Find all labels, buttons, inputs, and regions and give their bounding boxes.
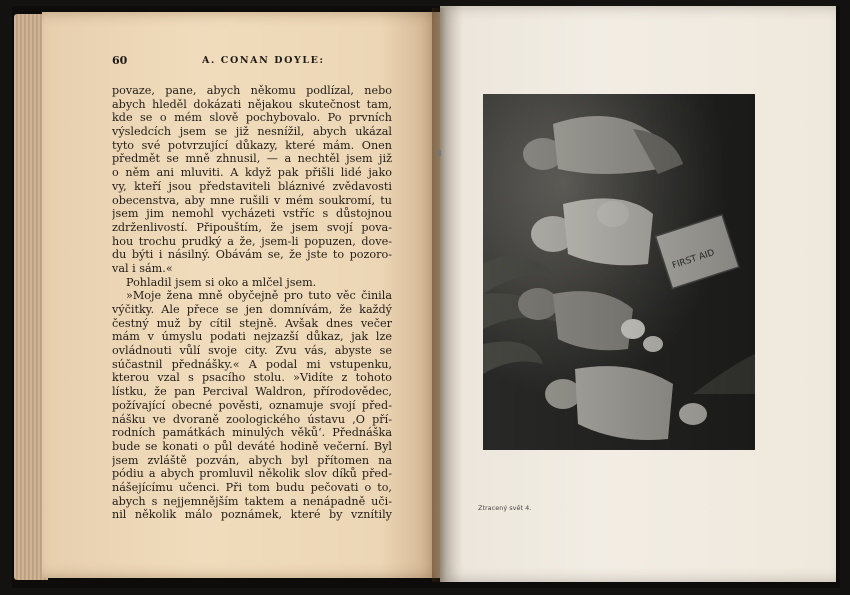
text-line: nášku ve dvoraně zoologického ústavu ,O pří- <box>112 412 392 426</box>
text-line: pódiu a abych promluvil několik slov díků před- <box>112 467 392 481</box>
running-head <box>112 54 402 74</box>
text-line: čestný muž by cítil stejně. Avšak dnes večer <box>112 316 392 330</box>
binding-staple <box>437 150 441 156</box>
text-line: mám v úmyslu podati nejzazší důkaz, jak lze <box>112 330 392 344</box>
text-line: jsem jim nemohl vycházeti vstříc s důstojnou <box>112 207 392 221</box>
plate-caption: Ztracený svět 4. <box>478 504 532 512</box>
text-line: předmět se mně zhnusil, — a nechtěl jsem již <box>112 152 392 166</box>
text-line: výsledcích jsem se již nesnížil, abych ukázal <box>112 125 392 139</box>
text-line: obecenstva, aby mne rušili v mém soukromí, tu <box>112 193 392 207</box>
text-line: bude se konati o půl deváté hodině večerní. Byl <box>112 439 392 453</box>
text-line: vy, kteří jsou představiteli bláznivé zvědavosti <box>112 179 392 193</box>
text-line: zdrženlivostí. Připouštím, že jsem svojí pova- <box>112 220 392 234</box>
text-line: súčastnil přednášky.« A podal mi vstupenku, <box>112 357 392 371</box>
text-line: požívající obecné pověsti, oznamuje svojí před- <box>112 398 392 412</box>
text-line: kde se o mém slově pochybovalo. Po prvních <box>112 111 392 125</box>
text-line: jsem zvláště pozván, abych byl přítomen na <box>112 453 392 467</box>
body-text <box>112 84 392 522</box>
text-line: ovládnouti vůlí svoje city. Zvu vás, abyste se <box>112 344 392 358</box>
text-line: o něm ani mluviti. A když pak přišli lidé jako <box>112 166 392 180</box>
text-line: hou trochu prudký a že, jsem-li popuzen, dove- <box>112 234 392 248</box>
text-line: výčitky. Ale přece se jen domnívám, že každý <box>112 303 392 316</box>
text-line: nášejícímu učenci. Při tom budu pečovati o to, <box>112 480 392 494</box>
text-line: nil několik málo poznámek, které by vznítily <box>112 508 392 522</box>
running-head-title: A. CONAN DOYLE: <box>202 55 325 66</box>
illustration-photo <box>483 94 755 450</box>
text-line: du býti i násilný. Obávám se, že jste to pozoro- <box>112 248 392 262</box>
text-line: val i sám.« <box>112 261 173 275</box>
spine-shadow <box>432 8 446 582</box>
text-line: abych s nejjemnějším taktem a nenápadně uči- <box>112 494 392 508</box>
text-line: povaze, pane, abych někomu podlízal, nebo <box>112 84 392 97</box>
text-line: »Moje žena mně obyčejně pro tuto věc činila <box>126 289 392 303</box>
text-line: abych hleděl dokázati nějakou skutečnost tam, <box>112 97 392 111</box>
page-number: 60 <box>112 54 128 67</box>
text-line: rodních památkách minulých věků‘. Přednáška <box>112 426 392 440</box>
text-line: lístku, že pan Percival Waldron, přírodovědec, <box>112 385 392 399</box>
text-line: tyto své potvrzující důkazy, které mám. Onen <box>112 138 392 152</box>
text-line: kterou vzal s psacího stolu. »Vidíte z tohoto <box>112 371 392 385</box>
text-line: Pohladil jsem si oko a mlčel jsem. <box>126 275 317 289</box>
